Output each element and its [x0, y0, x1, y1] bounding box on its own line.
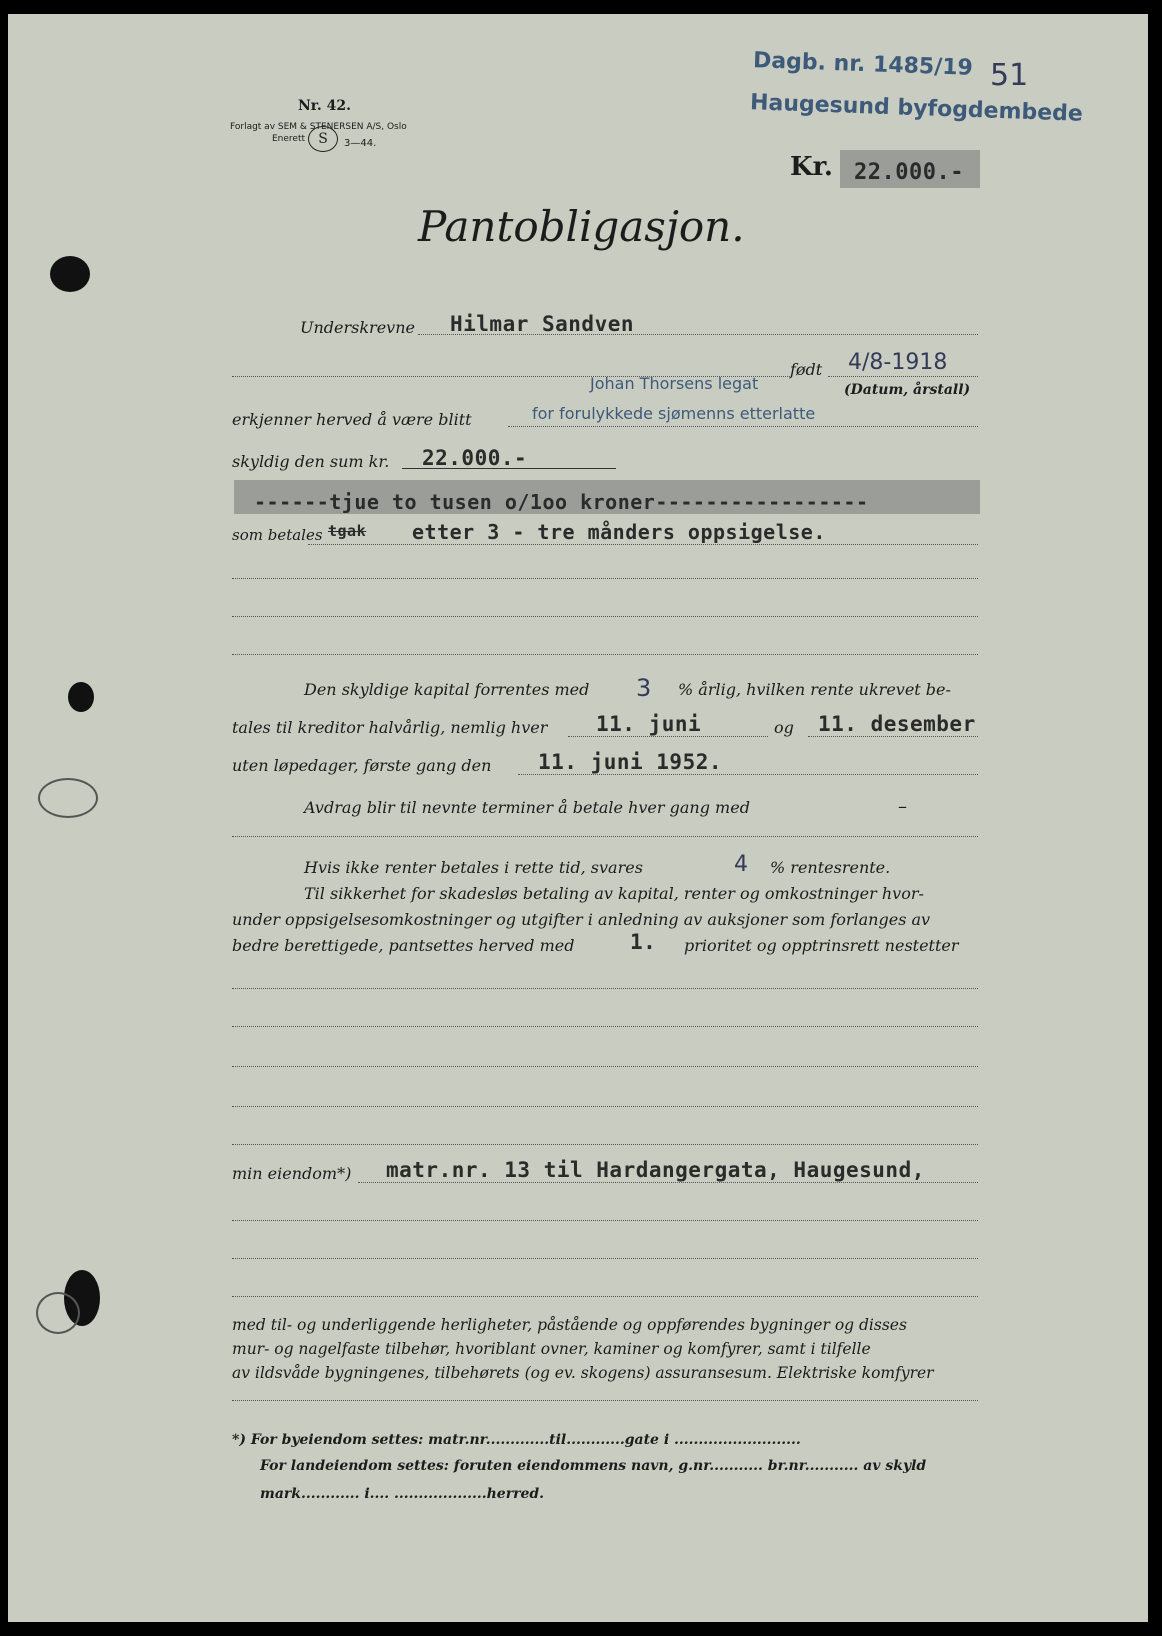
installment-text: Avdrag blir til nevnte terminer å betale hver gang med	[304, 798, 750, 817]
creditor-line2: for forulykkede sjømenns etterlatte	[532, 404, 816, 423]
dotted-line	[308, 544, 978, 545]
security-line-3a: bedre berettigede, pantsettes herved med	[232, 936, 575, 955]
journal-stamp-line2: Haugesund byfogdembede	[749, 90, 1084, 127]
creditor-line1: Johan Thorsens legat	[590, 374, 759, 393]
owed-label: skyldig den sum kr.	[232, 452, 390, 471]
interest-text-2b: og	[774, 718, 794, 737]
journal-stamp-line1: Dagb. nr. 1485/19	[752, 48, 974, 81]
payable-struck: tgak	[328, 522, 367, 540]
owed-underline	[402, 468, 616, 469]
amount-in-words: ------tjue to tusen o/1oo kroner-----------------	[254, 490, 869, 514]
dotted-line	[232, 1296, 978, 1297]
dotted-line	[518, 774, 978, 775]
punch-hole	[50, 256, 90, 292]
undersigned-value: Hilmar Sandven	[450, 312, 635, 336]
dotted-line	[232, 1258, 978, 1259]
footnote-line-2: For landeiendom settes: foruten eiendommens navn, g.nr........... br.nr........... av skyld	[260, 1458, 927, 1474]
dotted-line	[232, 1106, 978, 1107]
dotted-line	[808, 736, 978, 737]
dotted-line	[232, 1400, 978, 1401]
rights-label: Enerett	[272, 134, 306, 144]
interest-date-1: 11. juni	[596, 712, 702, 736]
dotted-line	[418, 334, 978, 335]
interest-text-1a: Den skyldige kapital forrentes med	[304, 680, 590, 699]
interest-rate: 3	[636, 674, 652, 702]
dotted-line	[232, 654, 978, 655]
footnote-line-1: *) For byeiendom settes: matr.nr.............til............gate i ..........................	[232, 1432, 801, 1448]
acknowledge-label: erkjenner herved å være blitt	[232, 410, 472, 429]
amount-value: 22.000.-	[854, 160, 964, 185]
dotted-line	[358, 1182, 978, 1183]
born-value: 4/8-1918	[848, 350, 948, 375]
property-value: matr.nr. 13 til Hardangergata, Haugesund,	[386, 1158, 925, 1182]
punch-hole	[68, 682, 94, 712]
form-number: Nr. 42.	[298, 98, 351, 114]
punch-hole-ring	[38, 778, 98, 818]
payable-value: etter 3 - tre månders oppsigelse.	[412, 520, 826, 544]
interest-text-3a: uten løpedager, første gang den	[232, 756, 492, 775]
dotted-line	[232, 616, 978, 617]
publisher-line: Forlagt av SEM & STENERSEN A/S, Oslo	[230, 122, 407, 132]
payable-label: som betales	[232, 526, 323, 544]
closing-line-1: med til- og underliggende herligheter, påstående og oppførendes bygninger og disses	[232, 1316, 907, 1334]
owed-value: 22.000.-	[422, 446, 528, 470]
publisher-logo-icon: S	[308, 126, 338, 152]
dotted-line	[232, 988, 978, 989]
interest-date-2: 11. desember	[818, 712, 976, 736]
dotted-line	[232, 1144, 978, 1145]
first-payment-date: 11. juni 1952.	[538, 750, 723, 774]
dotted-line	[232, 1220, 978, 1221]
edition-label: 3—44.	[344, 138, 377, 149]
dotted-line	[232, 578, 978, 579]
document-title: Pantobligasjon.	[418, 202, 745, 251]
dotted-line	[828, 376, 978, 377]
closing-line-3: av ildsvåde bygningenes, tilbehørets (og ev. skogens) assuransesum. Elektriske komfyrer	[232, 1364, 934, 1382]
dotted-line	[508, 426, 978, 427]
closing-line-2: mur- og nagelfaste tilbehør, hvoriblant ovner, kaminer og komfyrer, samt i tilfelle	[232, 1340, 871, 1358]
late-interest-text-b: % rentesrente.	[770, 858, 891, 877]
dotted-line	[232, 1026, 978, 1027]
dotted-line	[232, 1066, 978, 1067]
punch-hole-ring	[36, 1292, 80, 1334]
property-label: min eiendom*)	[232, 1164, 352, 1183]
priority-value: 1.	[630, 930, 657, 954]
interest-text-2a: tales til kreditor halvårlig, nemlig hver	[232, 718, 548, 737]
interest-text-1b: % årlig, hvilken rente ukrevet be-	[678, 680, 951, 699]
undersigned-label: Underskrevne	[300, 318, 415, 337]
amount-prefix: Kr.	[790, 152, 833, 182]
born-label: født	[790, 360, 823, 379]
late-interest-text-a: Hvis ikke renter betales i rette tid, svares	[304, 858, 643, 877]
security-line-2: under oppsigelsesomkostninger og utgifter i anledning av auksjoner som forlanges av	[232, 910, 931, 929]
document-page	[8, 14, 1148, 1622]
dotted-line	[568, 736, 768, 737]
security-line-3b: prioritet og opptrinsrett nestetter	[684, 936, 959, 955]
security-line-1: Til sikkerhet for skadesløs betaling av kapital, renter og omkostninger hvor-	[304, 884, 924, 903]
installment-value: –	[898, 796, 907, 817]
journal-stamp-year: 51	[990, 58, 1029, 93]
footnote-line-3: mark............ i.... ...................herred.	[260, 1486, 545, 1502]
dotted-line	[232, 836, 978, 837]
late-interest-rate: 4	[734, 852, 748, 877]
born-hint: (Datum, årstall)	[844, 382, 971, 398]
